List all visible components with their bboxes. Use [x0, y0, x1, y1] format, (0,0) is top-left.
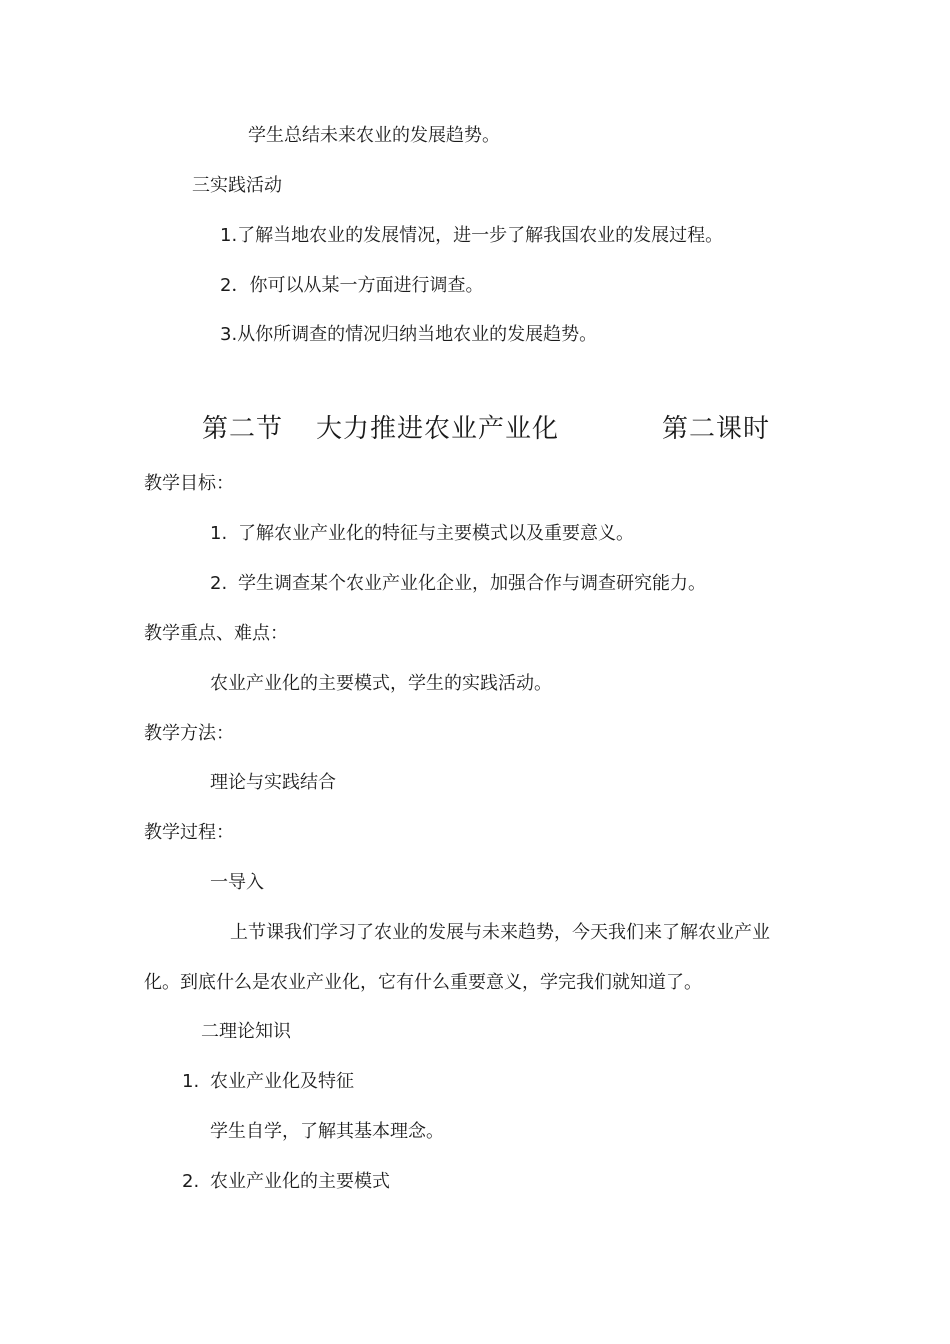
title-section: 第二节 — [202, 414, 284, 444]
keypoints-text: 农业产业化的主要模式，学生的实践活动。 — [210, 673, 552, 694]
theory-item-2-number: 2. — [182, 1171, 200, 1192]
objective-item-2 — [210, 572, 706, 596]
keypoints-heading: 教学重点、难点： — [144, 623, 288, 644]
theory-heading: 二理论知识 — [201, 1021, 291, 1042]
theory-item-2 — [182, 1170, 390, 1194]
summary-line: 学生总结未来农业的发展趋势。 — [248, 125, 500, 146]
theory-item-1-text: 农业产业化及特征 — [210, 1071, 354, 1092]
practice-item-3: 3.从你所调查的情况归纳当地农业的发展趋势。 — [220, 324, 598, 345]
objective-item-2-number: 2. — [210, 573, 228, 594]
method-text: 理论与实践结合 — [210, 772, 336, 793]
title-lesson: 第二课时 — [662, 414, 771, 444]
practice-item-1: 1.了解当地农业的发展情况，进一步了解我国农业的发展过程。 — [220, 225, 724, 246]
objectives-heading: 教学目标： — [144, 473, 234, 494]
objective-item-1-text: 了解农业产业化的特征与主要模式以及重要意义。 — [238, 523, 634, 544]
theory-item-2-text: 农业产业化的主要模式 — [210, 1171, 390, 1192]
method-heading: 教学方法： — [144, 723, 234, 744]
objective-item-1 — [210, 522, 634, 546]
intro-heading: 一导入 — [210, 872, 264, 893]
objective-item-1-number: 1. — [210, 523, 228, 544]
self-study-text: 学生自学，了解其基本理念。 — [210, 1121, 444, 1142]
process-heading: 教学过程： — [144, 822, 234, 843]
practice-item-2: 2．你可以从某一方面进行调查。 — [220, 275, 484, 296]
title-topic: 大力推进农业产业化 — [316, 414, 560, 444]
intro-paragraph-line-2: 化。到底什么是农业产业化，它有什么重要意义，学完我们就知道了。 — [144, 972, 702, 993]
practice-heading: 三实践活动 — [192, 175, 282, 196]
theory-item-1 — [182, 1070, 354, 1094]
objective-item-2-text: 学生调查某个农业产业化企业，加强合作与调查研究能力。 — [238, 573, 706, 594]
intro-paragraph-line-1: 上节课我们学习了农业的发展与未来趋势，今天我们来了解农业产业 — [230, 922, 770, 943]
theory-item-1-number: 1. — [182, 1071, 200, 1092]
